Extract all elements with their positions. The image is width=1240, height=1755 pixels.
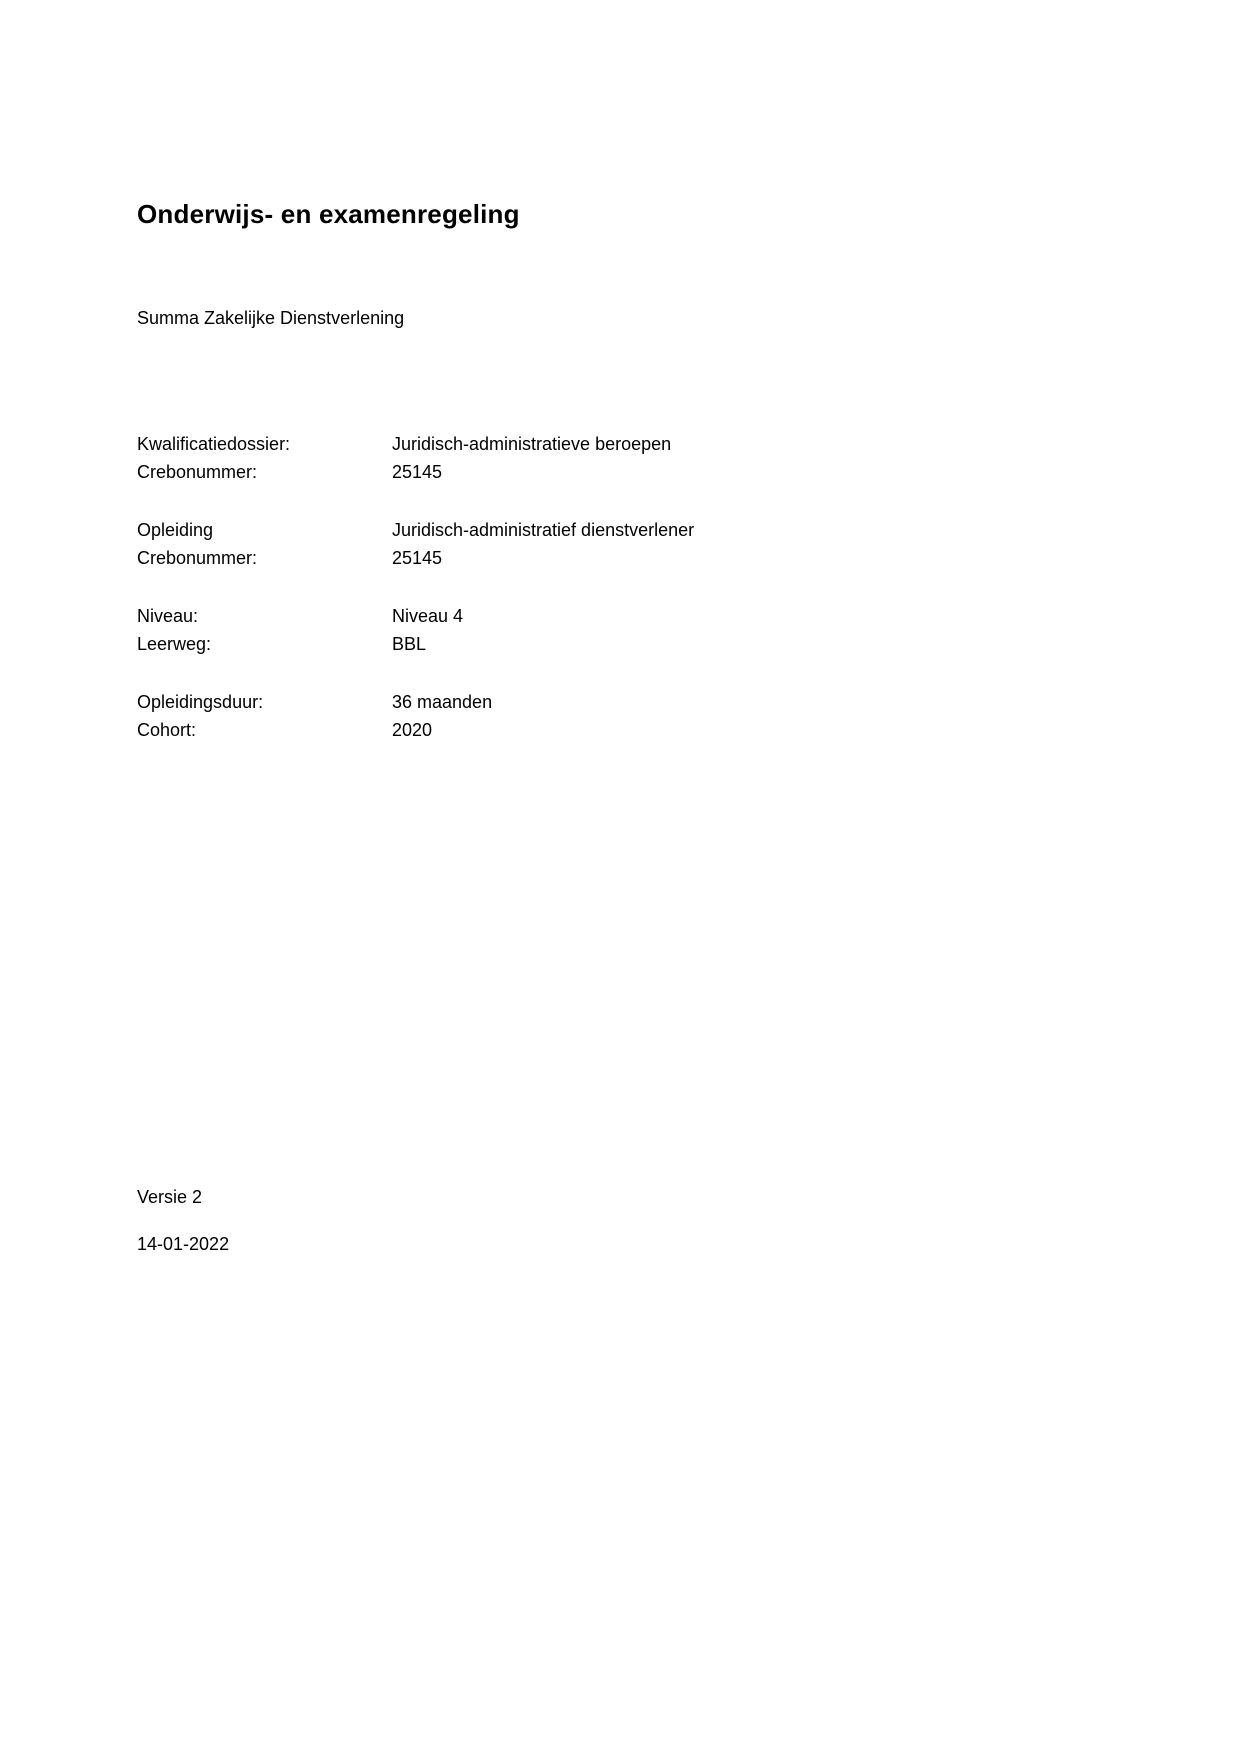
field-label: Cohort: [137,720,197,740]
field-label: Leerweg: [137,634,212,654]
field-row [137,688,1037,716]
field-group-niveau-leerweg [137,602,1037,658]
version-text: Versie 2 [137,1187,203,1207]
field-row [137,430,1037,458]
field-value: Juridisch-administratief dienstverlener [392,520,695,540]
field-row [137,458,1037,486]
version-block [137,1183,229,1258]
field-list [137,430,1037,774]
field-value: Juridisch-administratieve beroepen [392,434,672,454]
field-value: 25145 [392,462,443,482]
field-label: Opleidingsduur: [137,692,264,712]
field-value: 25145 [392,548,443,568]
field-value: 2020 [392,720,433,740]
field-row [137,630,1037,658]
document-subtitle: Summa Zakelijke Dienstverlening [137,308,405,328]
field-row [137,516,1037,544]
field-label: Crebonummer: [137,548,258,568]
field-value: Niveau 4 [392,606,464,626]
page-title: Onderwijs- en examenregeling [137,199,520,229]
date-text: 14-01-2022 [137,1234,230,1254]
field-label: Crebonummer: [137,462,258,482]
field-group-opleiding [137,516,1037,572]
field-row [137,602,1037,630]
field-value: 36 maanden [392,692,493,712]
field-row [137,716,1037,744]
field-label: Niveau: [137,606,199,626]
field-group-duur-cohort [137,688,1037,744]
field-group-kwalificatiedossier [137,430,1037,486]
field-label: Kwalificatiedossier: [137,434,291,454]
field-value: BBL [392,634,427,654]
field-row [137,544,1037,572]
field-label: Opleiding [137,520,214,540]
